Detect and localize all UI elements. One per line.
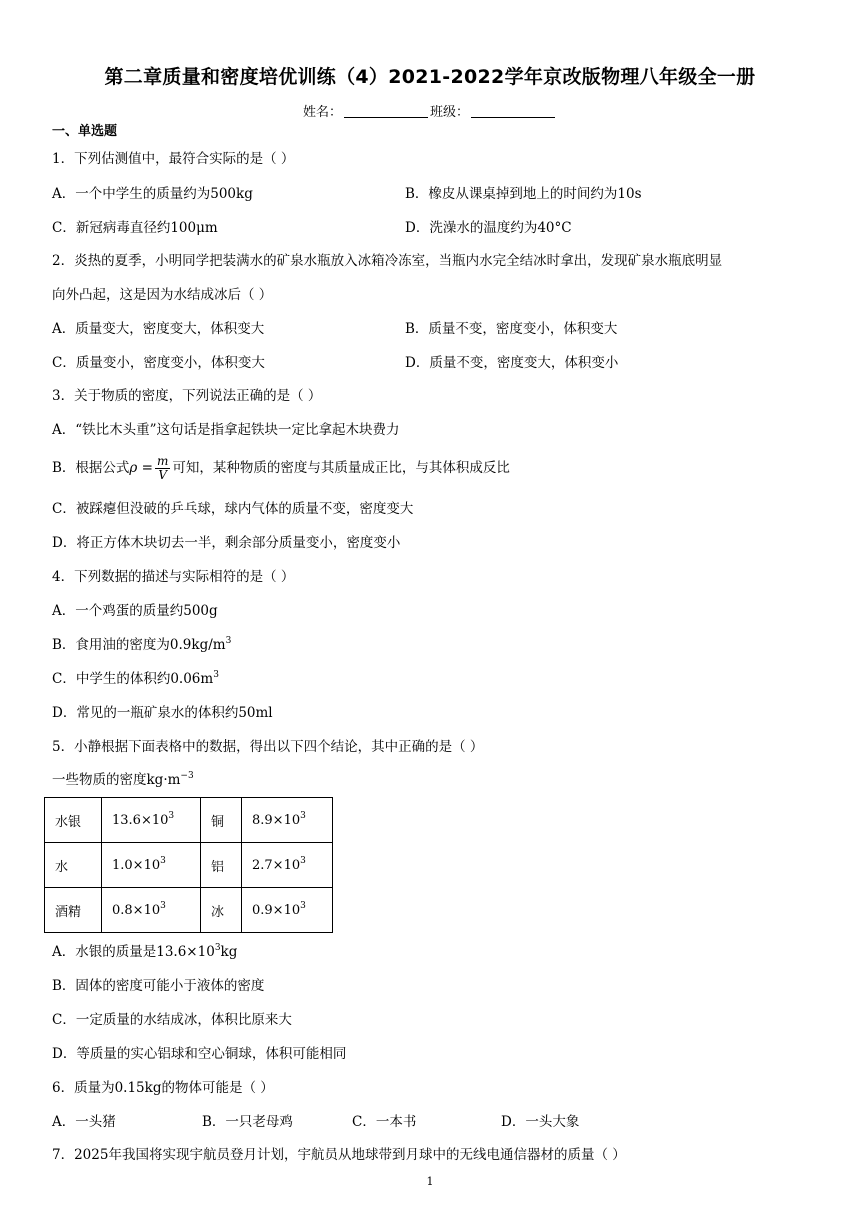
q2-option-a: A．质量变大，密度变大，体积变大 [52,321,265,337]
q1-option-d: D．洗澡水的温度约为40°C [405,220,572,236]
formula-numerator: m [156,454,169,468]
table-caption-text: 一些物质的密度kg·m [52,772,181,788]
q5-option-a [52,943,237,961]
table-cell-density [102,843,201,888]
table-cell-density [102,888,201,933]
table-cell-substance: 冰 [201,888,242,933]
q3-option-a: A．“铁比木头重”这句话是指拿起铁块一定比拿起木块费力 [52,422,400,438]
q4-option-c [52,670,219,688]
q3-option-b-prefix: B．根据公式 [52,460,130,476]
q5-option-a-sup: 3 [214,943,221,953]
q5-option-d: D．等质量的实心铝球和空心铜球，体积可能相同 [52,1046,347,1062]
question-6-stem: 6．质量为0.15kg的物体可能是（ ） [52,1080,274,1096]
table-cell-substance: 酒精 [45,888,102,933]
table-caption-sup: −3 [180,771,194,781]
q4-option-b-text: B．食用油的密度为0.9kg/m [52,637,226,653]
density-table [44,797,333,933]
question-1-options-row1 [52,185,642,203]
question-2-stem-cont: 向外凸起，这是因为水结成冰后（ ） [52,287,273,303]
table-row [45,843,333,888]
q6-option-d: D．一头大象 [501,1114,580,1130]
q3-option-b-tail: 可知，某种物质的密度与其质量成正比，与其体积成反比 [172,460,510,476]
question-4-stem: 4．下列数据的描述与实际相符的是（ ） [52,569,295,585]
page-number: 1 [426,1175,434,1188]
class-label: 班级： [430,105,470,120]
q4-option-c-sup: 3 [213,670,219,680]
table-row [45,888,333,933]
question-2-stem: 2．炎热的夏季，小明同学把装满水的矿泉水瓶放入冰箱冷冻室，当瓶内水完全结冰时拿出，发现矿泉水瓶底明显 [52,253,723,269]
density-value: 8.9×10 [252,812,301,828]
q5-option-c: C．一定质量的水结成冰，体积比原来大 [52,1012,292,1028]
density-exponent: 3 [160,900,166,911]
q2-option-b: B．质量不变，密度变小，体积变大 [405,321,618,337]
density-exponent: 3 [160,855,166,866]
table-row [45,798,333,843]
q1-option-b: B．橡皮从课桌掉到地上的时间约为10s [405,186,642,202]
q6-option-b: B．一只老母鸡 [202,1114,293,1130]
page-title: 第二章质量和密度培优训练（4）2021-2022学年京改版物理八年级全一册 [104,66,756,88]
density-value: 0.8×10 [112,902,161,918]
q3-option-c: C．被踩瘪但没破的乒乓球，球内气体的质量不变，密度变大 [52,501,414,517]
density-exponent: 3 [168,810,175,821]
q4-option-d: D．常见的一瓶矿泉水的体积约50ml [52,705,273,721]
class-blank[interactable] [471,105,555,118]
table-cell-substance: 铝 [201,843,242,888]
density-exponent: 3 [300,900,306,911]
table-cell-density [242,798,333,843]
formula-fraction [155,455,170,482]
section-title: 一、单选题 [52,124,118,139]
density-value: 1.0×10 [112,857,161,873]
formula-lhs: ρ = [129,460,153,476]
name-label: 姓名： [302,105,342,120]
table-cell-substance: 水银 [45,798,102,843]
q4-option-b [52,636,231,654]
q3-option-d: D．将正方体木块切去一半，剩余部分质量变小，密度变小 [52,535,401,551]
q6-option-c: C．一本书 [352,1114,417,1130]
density-exponent: 3 [300,855,306,866]
question-5-stem: 5．小静根据下面表格中的数据，得出以下四个结论，其中正确的是（ ） [52,739,484,755]
density-value: 2.7×10 [252,857,301,873]
table-cell-substance: 铜 [201,798,242,843]
question-1-stem: 1．下列估测值中，最符合实际的是（ ） [52,151,295,167]
q5-option-b: B．固体的密度可能小于液体的密度 [52,978,265,994]
table-cell-density [242,888,333,933]
table-caption [52,771,194,789]
density-exponent: 3 [300,810,306,821]
q5-option-a-unit: kg [220,944,238,960]
density-value: 13.6×10 [112,812,169,828]
q1-option-a: A．一个中学生的质量约为500kg [52,186,253,202]
q4-option-b-sup: 3 [225,636,232,646]
q6-option-a: A．一头猪 [52,1114,116,1130]
name-class-bar [0,101,860,120]
question-1-options-row2 [52,219,572,237]
table-cell-substance: 水 [45,843,102,888]
q4-option-c-text: C．中学生的体积约0.06m [52,671,214,687]
formula-denominator: V [158,468,167,482]
q3-option-b [52,455,510,482]
name-blank[interactable] [344,105,428,118]
question-7-stem: 7．2025年我国将实现宇航员登月计划，宇航员从地球带到月球中的无线电通信器材的质量（ ） [52,1147,626,1163]
question-2-options-row2 [52,354,619,372]
question-2-options-row1 [52,320,618,338]
question-3-stem: 3．关于物质的密度，下列说法正确的是（ ） [52,388,322,404]
q5-option-a-text: A．水银的质量是13.6×10 [52,944,215,960]
density-value: 0.9×10 [252,902,301,918]
table-cell-density [102,798,201,843]
q1-option-c: C．新冠病毒直径约100μm [52,220,218,236]
table-cell-density [242,843,333,888]
question-6-options [52,1113,752,1131]
q4-option-a: A．一个鸡蛋的质量约500g [52,603,218,619]
q2-option-d: D．质量不变，密度变大，体积变小 [405,355,619,371]
q2-option-c: C．质量变小，密度变小，体积变大 [52,355,265,371]
